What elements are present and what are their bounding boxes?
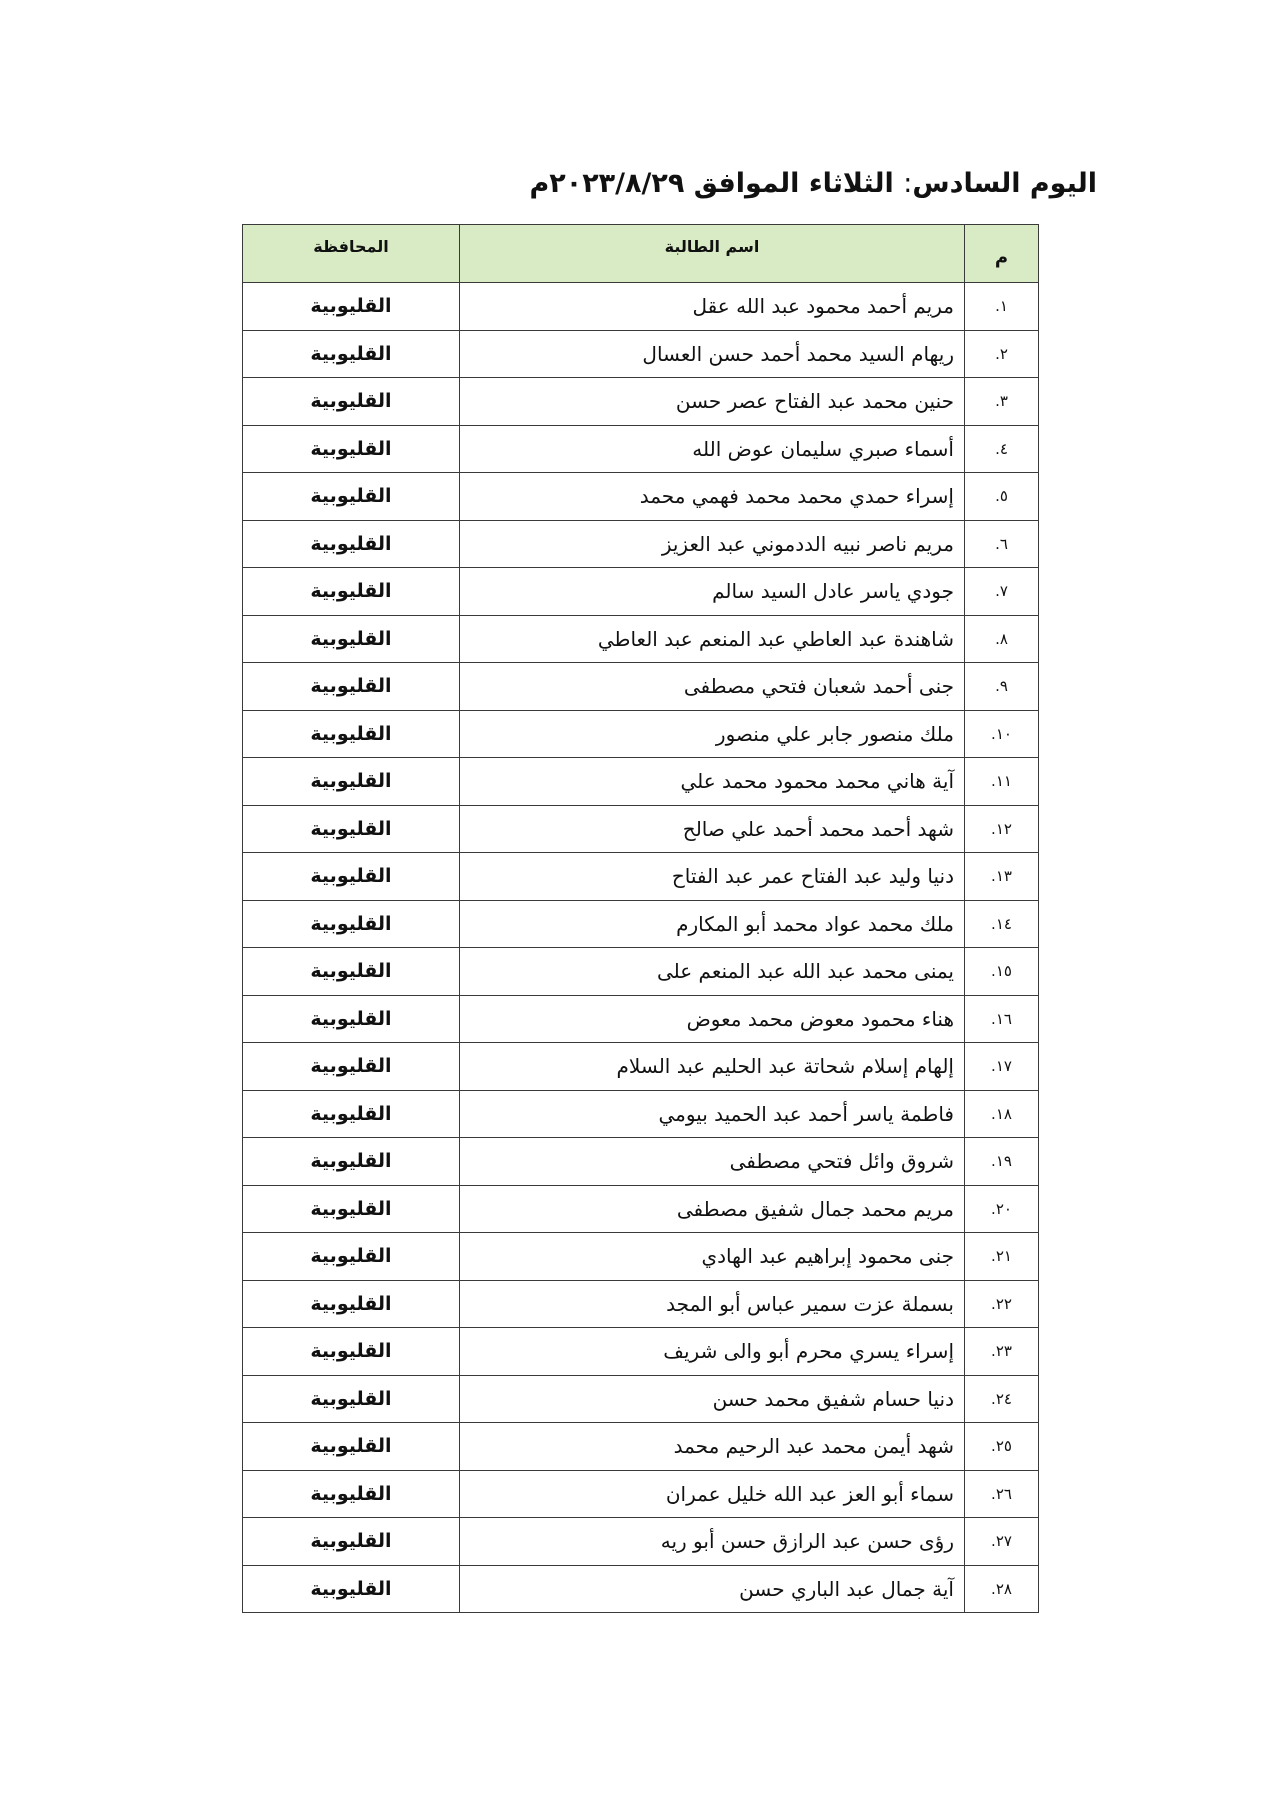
governorate: القليوبية [243,1185,460,1233]
governorate: القليوبية [243,710,460,758]
governorate: القليوبية [243,1138,460,1186]
governorate: القليوبية [243,758,460,806]
table-row [243,900,1039,948]
row-number: ٢٨. [965,1565,1039,1613]
row-number: ١٥. [965,948,1039,996]
heading-date: الثلاثاء الموافق ٢٠٢٣/٨/٢٩م [529,168,894,199]
governorate: القليوبية [243,1090,460,1138]
governorate: القليوبية [243,1043,460,1091]
row-number: ١١. [965,758,1039,806]
row-number: ١٨. [965,1090,1039,1138]
student-name: دنيا وليد عبد الفتاح عمر عبد الفتاح [460,853,965,901]
row-number: ٢٠. [965,1185,1039,1233]
governorate: القليوبية [243,283,460,331]
row-number: ٥. [965,473,1039,521]
student-name: آية جمال عبد الباري حسن [460,1565,965,1613]
student-name: جنى أحمد شعبان فتحي مصطفى [460,663,965,711]
table-row [243,1090,1039,1138]
governorate: القليوبية [243,1518,460,1566]
table-row [243,948,1039,996]
governorate: القليوبية [243,805,460,853]
student-name: جودي ياسر عادل السيد سالم [460,568,965,616]
student-name: ريهام السيد محمد أحمد حسن العسال [460,330,965,378]
row-number: ٢٧. [965,1518,1039,1566]
student-name: حنين محمد عبد الفتاح عصر حسن [460,378,965,426]
row-number: ٢٣. [965,1328,1039,1376]
table-row [243,1043,1039,1091]
row-number: ٩. [965,663,1039,711]
table-row [243,1233,1039,1281]
table-row [243,1470,1039,1518]
student-name: شهد أيمن محمد عبد الرحيم محمد [460,1423,965,1471]
row-number: ٤. [965,425,1039,473]
student-name: يمنى محمد عبد الله عبد المنعم على [460,948,965,996]
row-number: ٢٤. [965,1375,1039,1423]
governorate: القليوبية [243,995,460,1043]
table-row [243,615,1039,663]
student-name: ملك منصور جابر علي منصور [460,710,965,758]
table-row [243,1375,1039,1423]
row-number: ١٤. [965,900,1039,948]
governorate: القليوبية [243,1470,460,1518]
governorate: القليوبية [243,1565,460,1613]
student-name: بسملة عزت سمير عباس أبو المجد [460,1280,965,1328]
governorate: القليوبية [243,378,460,426]
table-row [243,1138,1039,1186]
table-row [243,1280,1039,1328]
student-name: شاهندة عبد العاطي عبد المنعم عبد العاطي [460,615,965,663]
student-name: مريم ناصر نبيه الددموني عبد العزيز [460,520,965,568]
table-row [243,425,1039,473]
day-label: اليوم السادس [912,168,1097,199]
governorate: القليوبية [243,520,460,568]
student-name: جنى محمود إبراهيم عبد الهادي [460,1233,965,1281]
table-row [243,1185,1039,1233]
header-number: م [965,225,1039,283]
student-name: إلهام إسلام شحاتة عبد الحليم عبد السلام [460,1043,965,1091]
governorate: القليوبية [243,1233,460,1281]
row-number: ٢٦. [965,1470,1039,1518]
student-name: شروق وائل فتحي مصطفى [460,1138,965,1186]
row-number: ١٦. [965,995,1039,1043]
governorate: القليوبية [243,1423,460,1471]
student-name: سماء أبو العز عبد الله خليل عمران [460,1470,965,1518]
row-number: ٢٥. [965,1423,1039,1471]
table-row [243,330,1039,378]
governorate: القليوبية [243,1280,460,1328]
governorate: القليوبية [243,1328,460,1376]
governorate: القليوبية [243,900,460,948]
row-number: ٢. [965,330,1039,378]
students-table [242,224,1039,1613]
page-heading [197,164,1097,204]
row-number: ١٠. [965,710,1039,758]
student-name: مريم محمد جمال شفيق مصطفى [460,1185,965,1233]
row-number: ٣. [965,378,1039,426]
table-row [243,378,1039,426]
table-row [243,853,1039,901]
table-row [243,1565,1039,1613]
table-body [243,283,1039,1613]
governorate: القليوبية [243,615,460,663]
table-header [243,225,1039,283]
table-row [243,663,1039,711]
row-number: ١٩. [965,1138,1039,1186]
header-row [243,225,1039,283]
student-name: إسراء حمدي محمد محمد فهمي محمد [460,473,965,521]
table-row [243,758,1039,806]
student-name: دنيا حسام شفيق محمد حسن [460,1375,965,1423]
governorate: القليوبية [243,473,460,521]
table-row [243,1518,1039,1566]
row-number: ١٣. [965,853,1039,901]
row-number: ٧. [965,568,1039,616]
student-name: شهد أحمد محمد أحمد علي صالح [460,805,965,853]
governorate: القليوبية [243,330,460,378]
table-row [243,520,1039,568]
student-name: فاطمة ياسر أحمد عبد الحميد بيومي [460,1090,965,1138]
student-name: إسراء يسري محرم أبو والى شريف [460,1328,965,1376]
table-row [243,568,1039,616]
row-number: ١٧. [965,1043,1039,1091]
table-row [243,473,1039,521]
governorate: القليوبية [243,568,460,616]
header-student-name: اسم الطالبة [460,225,965,283]
table-row [243,1328,1039,1376]
header-governorate: المحافظة [243,225,460,283]
row-number: ٨. [965,615,1039,663]
governorate: القليوبية [243,853,460,901]
table-row [243,805,1039,853]
table-row [243,1423,1039,1471]
governorate: القليوبية [243,948,460,996]
governorate: القليوبية [243,663,460,711]
student-name: مريم أحمد محمود عبد الله عقل [460,283,965,331]
row-number: ٦. [965,520,1039,568]
table-row [243,283,1039,331]
table-row [243,995,1039,1043]
row-number: ١. [965,283,1039,331]
row-number: ٢١. [965,1233,1039,1281]
student-name: هناء محمود معوض محمد معوض [460,995,965,1043]
heading-separator: : [903,168,913,199]
table-row [243,710,1039,758]
row-number: ١٢. [965,805,1039,853]
row-number: ٢٢. [965,1280,1039,1328]
student-name: أسماء صبري سليمان عوض الله [460,425,965,473]
student-name: رؤى حسن عبد الرازق حسن أبو ريه [460,1518,965,1566]
student-name: آية هاني محمد محمود محمد علي [460,758,965,806]
student-name: ملك محمد عواد محمد أبو المكارم [460,900,965,948]
governorate: القليوبية [243,1375,460,1423]
governorate: القليوبية [243,425,460,473]
